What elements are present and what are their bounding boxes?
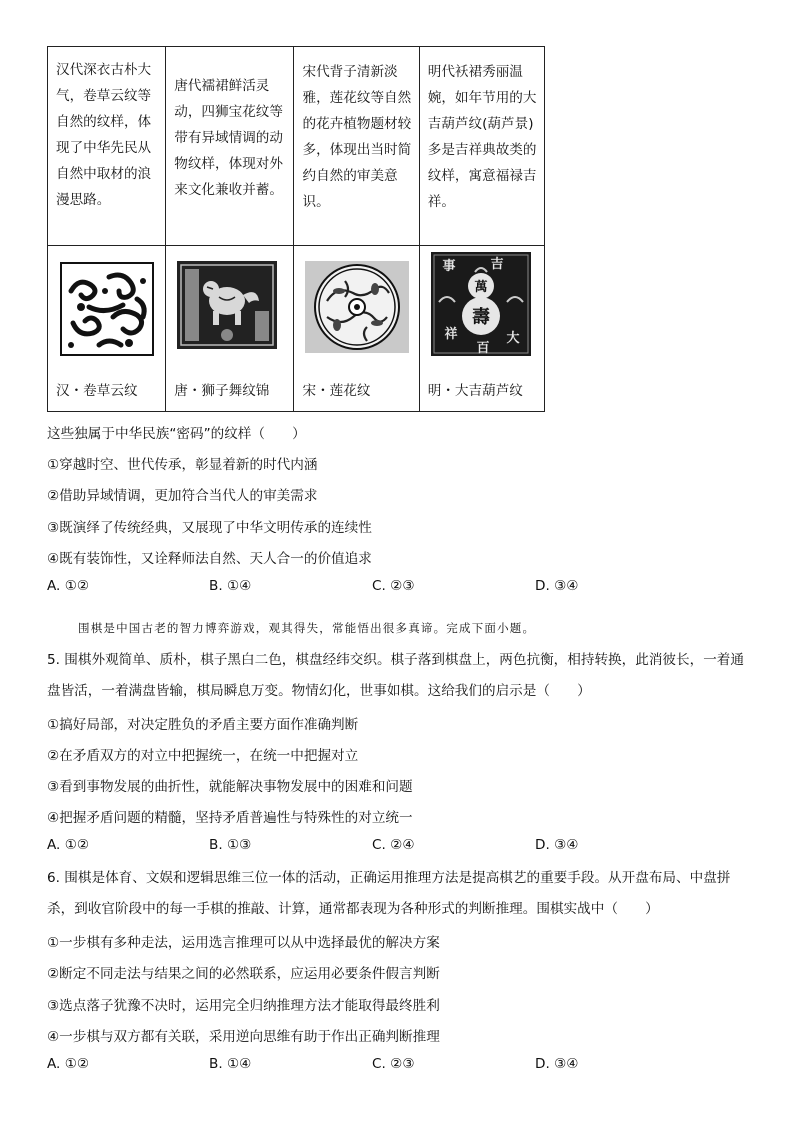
q4-option-b[interactable]: B. ①④ (209, 578, 252, 594)
q5-option-d[interactable]: D. ③④ (535, 837, 579, 853)
q4-item-4: ④既有装饰性，又诠释师法自然、天人合一的价值追求 (47, 551, 372, 567)
q5-options (47, 837, 747, 857)
q4-option-d[interactable]: D. ③④ (535, 578, 579, 594)
q5-option-c[interactable]: C. ②④ (372, 837, 415, 853)
q5-option-a[interactable]: A. ①② (47, 837, 90, 853)
q4-options (47, 578, 747, 598)
table-cell (294, 246, 419, 412)
corner-char-da: 大 (506, 331, 520, 346)
q6-item-3: ③选点落子犹豫不决时，运用完全归纳推理方法才能取得最终胜利 (47, 998, 440, 1014)
q6-stem: 6. 围棋是体育、文娱和逻辑思维三位一体的活动，正确运用推理方法是提高棋艺的重要手段。从开盘布局、中盘拼杀，到收官阶段中的每一手棋的推敲、计算，通常都表现为各种形式的判断推理。围棋实战中（ ） (47, 870, 731, 917)
q5-item-1: ①搞好局部，对决定胜负的矛盾主要方面作准确判断 (47, 717, 359, 733)
ming-description: 明代袄裙秀丽温婉，如年节用的大吉葫芦纹(葫芦景)多是吉祥典故类的纹样，寓意福禄吉祥。 (427, 64, 537, 210)
ming-gourd-pattern-image (431, 252, 531, 356)
q6-item-2: ②断定不同走法与结果之间的必然联系，应运用必要条件假言判断 (47, 966, 440, 982)
song-caption: 宋・莲花纹 (302, 383, 371, 399)
q5-option-b[interactable]: B. ①③ (209, 837, 252, 853)
q5-item-4: ④把握矛盾问题的精髓，坚持矛盾普遍性与特殊性的对立统一 (47, 810, 413, 826)
table-cell (166, 47, 294, 246)
q5-stem: 5. 围棋外观简单、质朴，棋子黑白二色，棋盘经纬交织。棋子落到棋盘上，两色抗衡，相持转换，此消彼长，一着通盘皆活，一着满盘皆输，棋局瞬息万变。物情幻化，世事如棋。这给我们的启示是（ ） (47, 652, 744, 699)
q4-item-2: ②借助异域情调，更加符合当代人的审美需求 (47, 488, 318, 504)
corner-char-ji: 吉 (490, 257, 504, 272)
q4-item-1: ①穿越时空、世代传承，彰显着新的时代内涵 (47, 457, 318, 473)
han-description: 汉代深衣古朴大气，卷草云纹等自然的纹样，体现了中华先民从自然中取材的浪漫思路。 (56, 62, 152, 208)
corner-char-bai: 百 (476, 341, 490, 356)
q6-option-a[interactable]: A. ①② (47, 1056, 90, 1072)
table-cell (48, 246, 166, 412)
han-cloud-pattern-image (59, 261, 155, 357)
q6-item-4: ④一步棋与双方都有关联，采用逆向思维有助于作出正确判断推理 (47, 1029, 440, 1045)
pattern-table (47, 46, 545, 412)
q6-options (47, 1056, 747, 1076)
table-cell (166, 246, 294, 412)
corner-char-shi: 事 (442, 259, 456, 274)
table-cell (419, 246, 544, 412)
q6-option-b[interactable]: B. ①④ (209, 1056, 252, 1072)
q5-item-3: ③看到事物发展的曲折性，就能解决事物发展中的困难和问题 (47, 779, 413, 795)
song-lotus-pattern-image (305, 261, 409, 353)
tang-caption: 唐・狮子舞纹锦 (174, 383, 270, 399)
han-caption: 汉・卷草云纹 (56, 383, 138, 399)
table-cell (419, 47, 544, 246)
q5-item-2: ②在矛盾双方的对立中把握统一，在统一中把握对立 (47, 748, 359, 764)
q4-item-3: ③既演绎了传统经典，又展现了中华文明传承的连续性 (47, 520, 372, 536)
go-section-intro: 围棋是中国古老的智力博弈游戏，观其得失，常能悟出很多真谛。完成下面小题。 (78, 621, 536, 635)
tang-description: 唐代襦裙鲜活灵动，四狮宝花纹等带有异域情调的动物纹样，体现对外来文化兼收并蓄。 (174, 78, 283, 198)
q4-option-a[interactable]: A. ①② (47, 578, 90, 594)
q6-item-1: ①一步棋有多种走法，运用选言推理可以从中选择最优的解决方案 (47, 935, 440, 951)
ming-caption: 明・大吉葫芦纹 (427, 383, 523, 399)
tang-lion-brocade-image (177, 261, 277, 349)
table-cell (294, 47, 419, 246)
table-cell (48, 47, 166, 246)
gourd-char-wan: 萬 (474, 280, 488, 295)
q6-option-d[interactable]: D. ③④ (535, 1056, 579, 1072)
q6-option-c[interactable]: C. ②③ (372, 1056, 415, 1072)
song-description: 宋代背子清新淡雅，莲花纹等自然的花卉植物题材较多，体现出当时简约自然的审美意识。 (302, 64, 412, 210)
q4-option-c[interactable]: C. ②③ (372, 578, 415, 594)
q4-stem: 这些独属于中华民族“密码”的纹样（ ） (47, 426, 306, 442)
corner-char-xiang: 祥 (444, 327, 458, 342)
gourd-char-shou: 壽 (471, 307, 490, 328)
